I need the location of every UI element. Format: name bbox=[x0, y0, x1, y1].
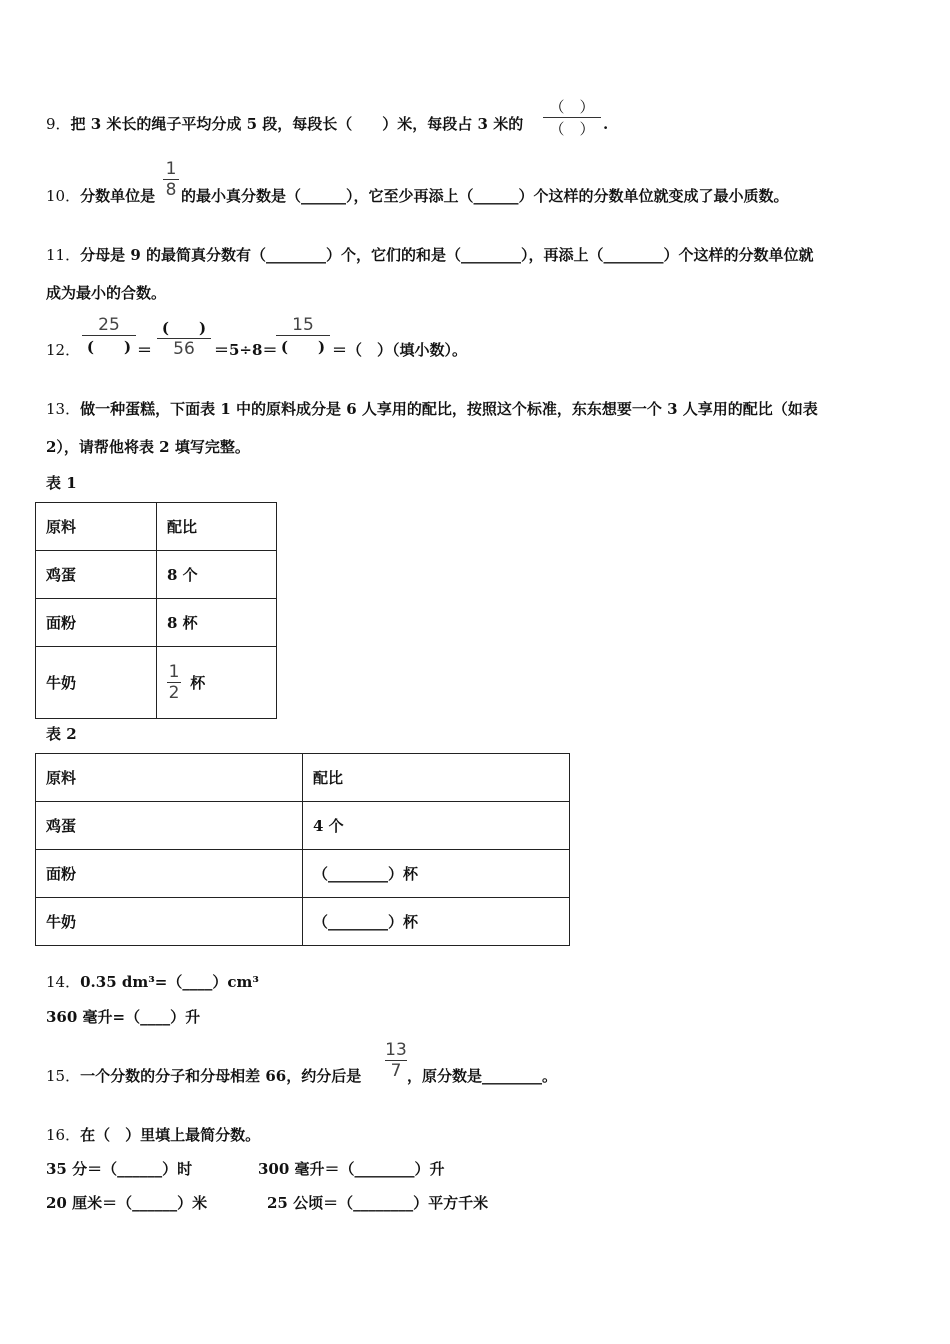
question-text: 分母是 9 的最简真分数有（________）个，它们的和是（________），再添上（________）个这样的分数单位就 bbox=[80, 246, 814, 264]
question-text: 在（ ）里填上最简分数。 bbox=[80, 1126, 261, 1144]
question-text: 的最小真分数是（______），它至少再添上（______）个这样的分数单位就变成了最小质数。 bbox=[181, 187, 789, 205]
fraction-denominator: 2 bbox=[168, 683, 180, 703]
table-cell: 牛奶 bbox=[36, 898, 303, 946]
table-row bbox=[36, 898, 570, 946]
table-cell-blank[interactable]: （________）杯 bbox=[303, 898, 570, 946]
table-row bbox=[36, 599, 277, 647]
question-text: ，原分数是________。 bbox=[407, 1067, 558, 1085]
fraction-numerator: 15 bbox=[292, 315, 314, 335]
question-11 bbox=[46, 245, 813, 265]
table-1 bbox=[35, 502, 277, 719]
table-cell: 牛奶 bbox=[36, 647, 157, 719]
table-header-cell: 配比 bbox=[303, 754, 570, 802]
fraction-denominator: 7 bbox=[390, 1061, 402, 1081]
fill-item: 300 毫升＝（________）升 bbox=[258, 1160, 445, 1178]
fraction-25 bbox=[82, 315, 136, 357]
table-cell-blank[interactable]: （________）杯 bbox=[303, 850, 570, 898]
question-text: 分数单位是 bbox=[80, 187, 156, 205]
fraction-one-eighth bbox=[163, 159, 179, 200]
table-row bbox=[36, 647, 277, 719]
table-header-row bbox=[36, 503, 277, 551]
question-9 bbox=[46, 114, 523, 134]
table-cell: 8 杯 bbox=[157, 599, 277, 647]
question-number bbox=[46, 340, 80, 360]
fraction-one-half bbox=[167, 662, 181, 703]
question-text: ＝5÷8＝ bbox=[214, 341, 278, 359]
fraction-denominator: ( ) bbox=[86, 338, 132, 356]
question-number: 9． bbox=[46, 115, 71, 133]
table-cell-milk bbox=[157, 647, 277, 719]
question-16 bbox=[46, 1125, 260, 1145]
fraction-blank bbox=[543, 96, 601, 139]
question-text-continued: 成为最小的合数。 bbox=[46, 284, 167, 302]
fraction-15 bbox=[276, 315, 330, 357]
table-row bbox=[36, 551, 277, 599]
table-header-cell: 原料 bbox=[36, 754, 303, 802]
table-header-cell: 配比 bbox=[157, 503, 277, 551]
question-number-text: 12． bbox=[46, 341, 81, 359]
question-tail: . bbox=[603, 115, 609, 133]
question-14 bbox=[46, 972, 259, 992]
table-cell: 4 个 bbox=[303, 802, 570, 850]
question-number: 15． bbox=[46, 1067, 81, 1085]
question-number: 14． bbox=[46, 973, 81, 991]
fill-item: 25 公顷＝（________）平方千米 bbox=[267, 1194, 489, 1212]
unit-text: 杯 bbox=[190, 674, 206, 692]
question-number: 16． bbox=[46, 1126, 81, 1144]
table-2-caption: 表 2 bbox=[46, 725, 77, 743]
question-text: 0.35 dm³=（____）cm³ bbox=[80, 973, 259, 991]
table-row bbox=[36, 850, 570, 898]
table-header-row bbox=[36, 754, 570, 802]
fraction-denominator: 8 bbox=[165, 180, 177, 200]
fraction-numerator: 1 bbox=[165, 159, 177, 179]
fraction-numerator: 25 bbox=[98, 315, 120, 335]
fill-item: 20 厘米＝（______）米 bbox=[46, 1194, 208, 1212]
question-text-continued: 360 毫升=（____）升 bbox=[46, 1008, 201, 1026]
table-cell: 鸡蛋 bbox=[36, 802, 303, 850]
fraction-numerator: 1 bbox=[168, 662, 180, 682]
question-text: 把 3 米长的绳子平均分成 5 段，每段长（ ）米，每段占 3 米的 bbox=[70, 115, 524, 133]
table-cell: 鸡蛋 bbox=[36, 551, 157, 599]
fraction-numerator: 13 bbox=[385, 1040, 407, 1060]
table-2 bbox=[35, 753, 570, 946]
table-cell: 8 个 bbox=[157, 551, 277, 599]
fraction-numerator: （ ） bbox=[549, 98, 595, 116]
fraction-denominator: （ ） bbox=[549, 120, 595, 138]
table-cell: 面粉 bbox=[36, 599, 157, 647]
fraction-over-56 bbox=[157, 317, 211, 359]
question-text: 做一种蛋糕，下面表 1 中的原料成分是 6 人享用的配比，按照这个标准，东东想要一个 3 人享用的配比（如表 bbox=[80, 400, 818, 418]
table-header-cell: 原料 bbox=[36, 503, 157, 551]
table-1-caption: 表 1 bbox=[46, 474, 77, 492]
fill-item: 35 分＝（______）时 bbox=[46, 1160, 193, 1178]
fraction-13-7 bbox=[385, 1040, 407, 1081]
equals-sign: ＝ bbox=[137, 341, 153, 359]
table-row bbox=[36, 802, 570, 850]
question-15 bbox=[46, 1066, 361, 1086]
question-10 bbox=[46, 186, 155, 206]
fraction-numerator: ( ) bbox=[161, 319, 207, 337]
question-13 bbox=[46, 399, 818, 419]
fraction-denominator: ( ) bbox=[280, 338, 326, 356]
question-text-continued: 2），请帮他将表 2 填写完整。 bbox=[46, 438, 250, 456]
question-number: 10． bbox=[46, 187, 81, 205]
fraction-denominator: 56 bbox=[173, 339, 195, 359]
question-number: 11． bbox=[46, 246, 81, 264]
table-cell: 面粉 bbox=[36, 850, 303, 898]
question-tail: ＝（ ）（填小数）。 bbox=[332, 341, 468, 359]
question-number: 13． bbox=[46, 400, 81, 418]
question-text: 一个分数的分子和分母相差 66，约分后是 bbox=[80, 1067, 362, 1085]
